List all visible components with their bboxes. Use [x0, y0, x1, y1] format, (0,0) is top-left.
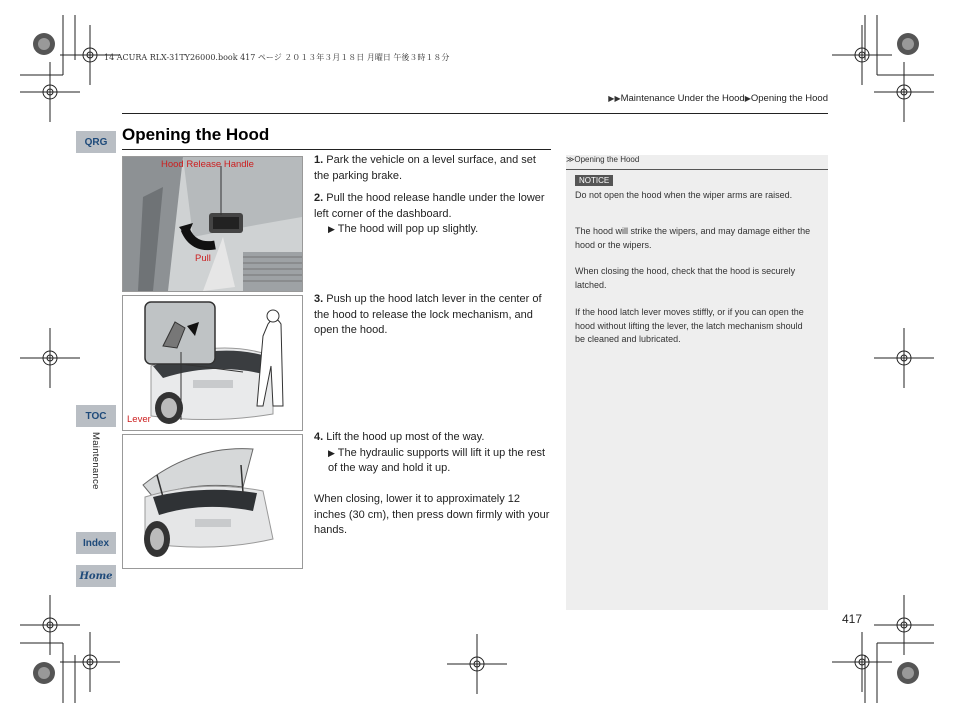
- step-4-text: Lift the hood up most of the way.: [326, 431, 485, 443]
- open-hood-illustration: [122, 434, 303, 569]
- release-handle-label: Hood Release Handle: [161, 159, 254, 170]
- page-title: Opening the Hood: [122, 125, 270, 144]
- closing-instructions: When closing, lower it to approximately 12 inches (30 cm), then press down firmly with your hands.: [314, 493, 550, 536]
- lever-label: Lever: [127, 414, 151, 425]
- step-2-text: Pull the hood release handle under the lower left corner of the dashboard.: [314, 192, 545, 220]
- note-panel: [566, 155, 828, 610]
- step-3: [314, 292, 550, 339]
- index-tab-button[interactable]: Index: [76, 532, 116, 554]
- toc-tab-button[interactable]: TOC: [76, 405, 116, 427]
- open-hood-drawing: [123, 435, 302, 568]
- title-divider: [122, 149, 551, 150]
- pull-label: Pull: [195, 253, 211, 264]
- step-2-number: 2.: [314, 192, 324, 204]
- step-3-text: Push up the hood latch lever in the center of the hood to release the lock mechanism, and open the hood.: [314, 293, 542, 336]
- sub-arrow-icon: ▶: [328, 447, 335, 458]
- page-number: 417: [842, 612, 863, 626]
- note-paragraph-1: Do not open the hood when the wiper arms are raised.: [575, 190, 793, 200]
- home-tab-button[interactable]: Home: [76, 565, 116, 587]
- step-3-number: 3.: [314, 293, 324, 305]
- breadcrumb-separator-icon: ▶: [744, 94, 751, 103]
- step-2: [314, 191, 550, 238]
- step-4-result: The hydraulic supports will lift it up the rest of the way and hold it up.: [328, 446, 546, 474]
- hood-release-illustration: [122, 156, 303, 292]
- notice-badge: NOTICE: [575, 175, 613, 186]
- note-header: [566, 155, 828, 169]
- step-4: [314, 430, 550, 477]
- step-2-result: The hood will pop up slightly.: [337, 223, 479, 235]
- header-divider: [122, 113, 828, 114]
- breadcrumb-section-link[interactable]: Maintenance Under the Hood: [620, 93, 745, 104]
- step-1-text: Park the vehicle on a level surface, and set the parking brake.: [314, 154, 536, 182]
- dashboard-drawing: [123, 157, 302, 291]
- section-label: Maintenance: [90, 432, 101, 490]
- latch-drawing: [123, 296, 302, 430]
- breadcrumb: [608, 93, 828, 104]
- note-header-link[interactable]: Opening the Hood: [574, 155, 640, 164]
- book-info: 14 ACURA RLX-31TY26000.book 417 ページ ２０１３年３月１８日 月曜日 午後３時１８分: [104, 53, 450, 62]
- step-1-number: 1.: [314, 154, 324, 166]
- note-header-icon: ≫: [566, 155, 575, 164]
- step-1: [314, 153, 550, 184]
- breadcrumb-current: Opening the Hood: [750, 93, 828, 104]
- qrg-tab-button[interactable]: QRG: [76, 131, 116, 153]
- sub-arrow-icon: ▶: [328, 224, 335, 234]
- note-paragraph-2: The hood will strike the wipers, and may damage either the hood or the wipers.: [575, 226, 811, 250]
- breadcrumb-arrow-icon: ▶▶: [608, 94, 621, 103]
- note-paragraph-3: When closing the hood, check that the hood is securely latched.: [575, 266, 796, 290]
- hood-latch-illustration: [122, 295, 303, 431]
- step-4-number: 4.: [314, 431, 324, 443]
- note-paragraph-4: If the hood latch lever moves stiffly, or if you can open the hood without lifting the lever, the latch mechanism should be cleaned and lubricated.: [575, 307, 804, 344]
- note-header-divider: [566, 169, 828, 170]
